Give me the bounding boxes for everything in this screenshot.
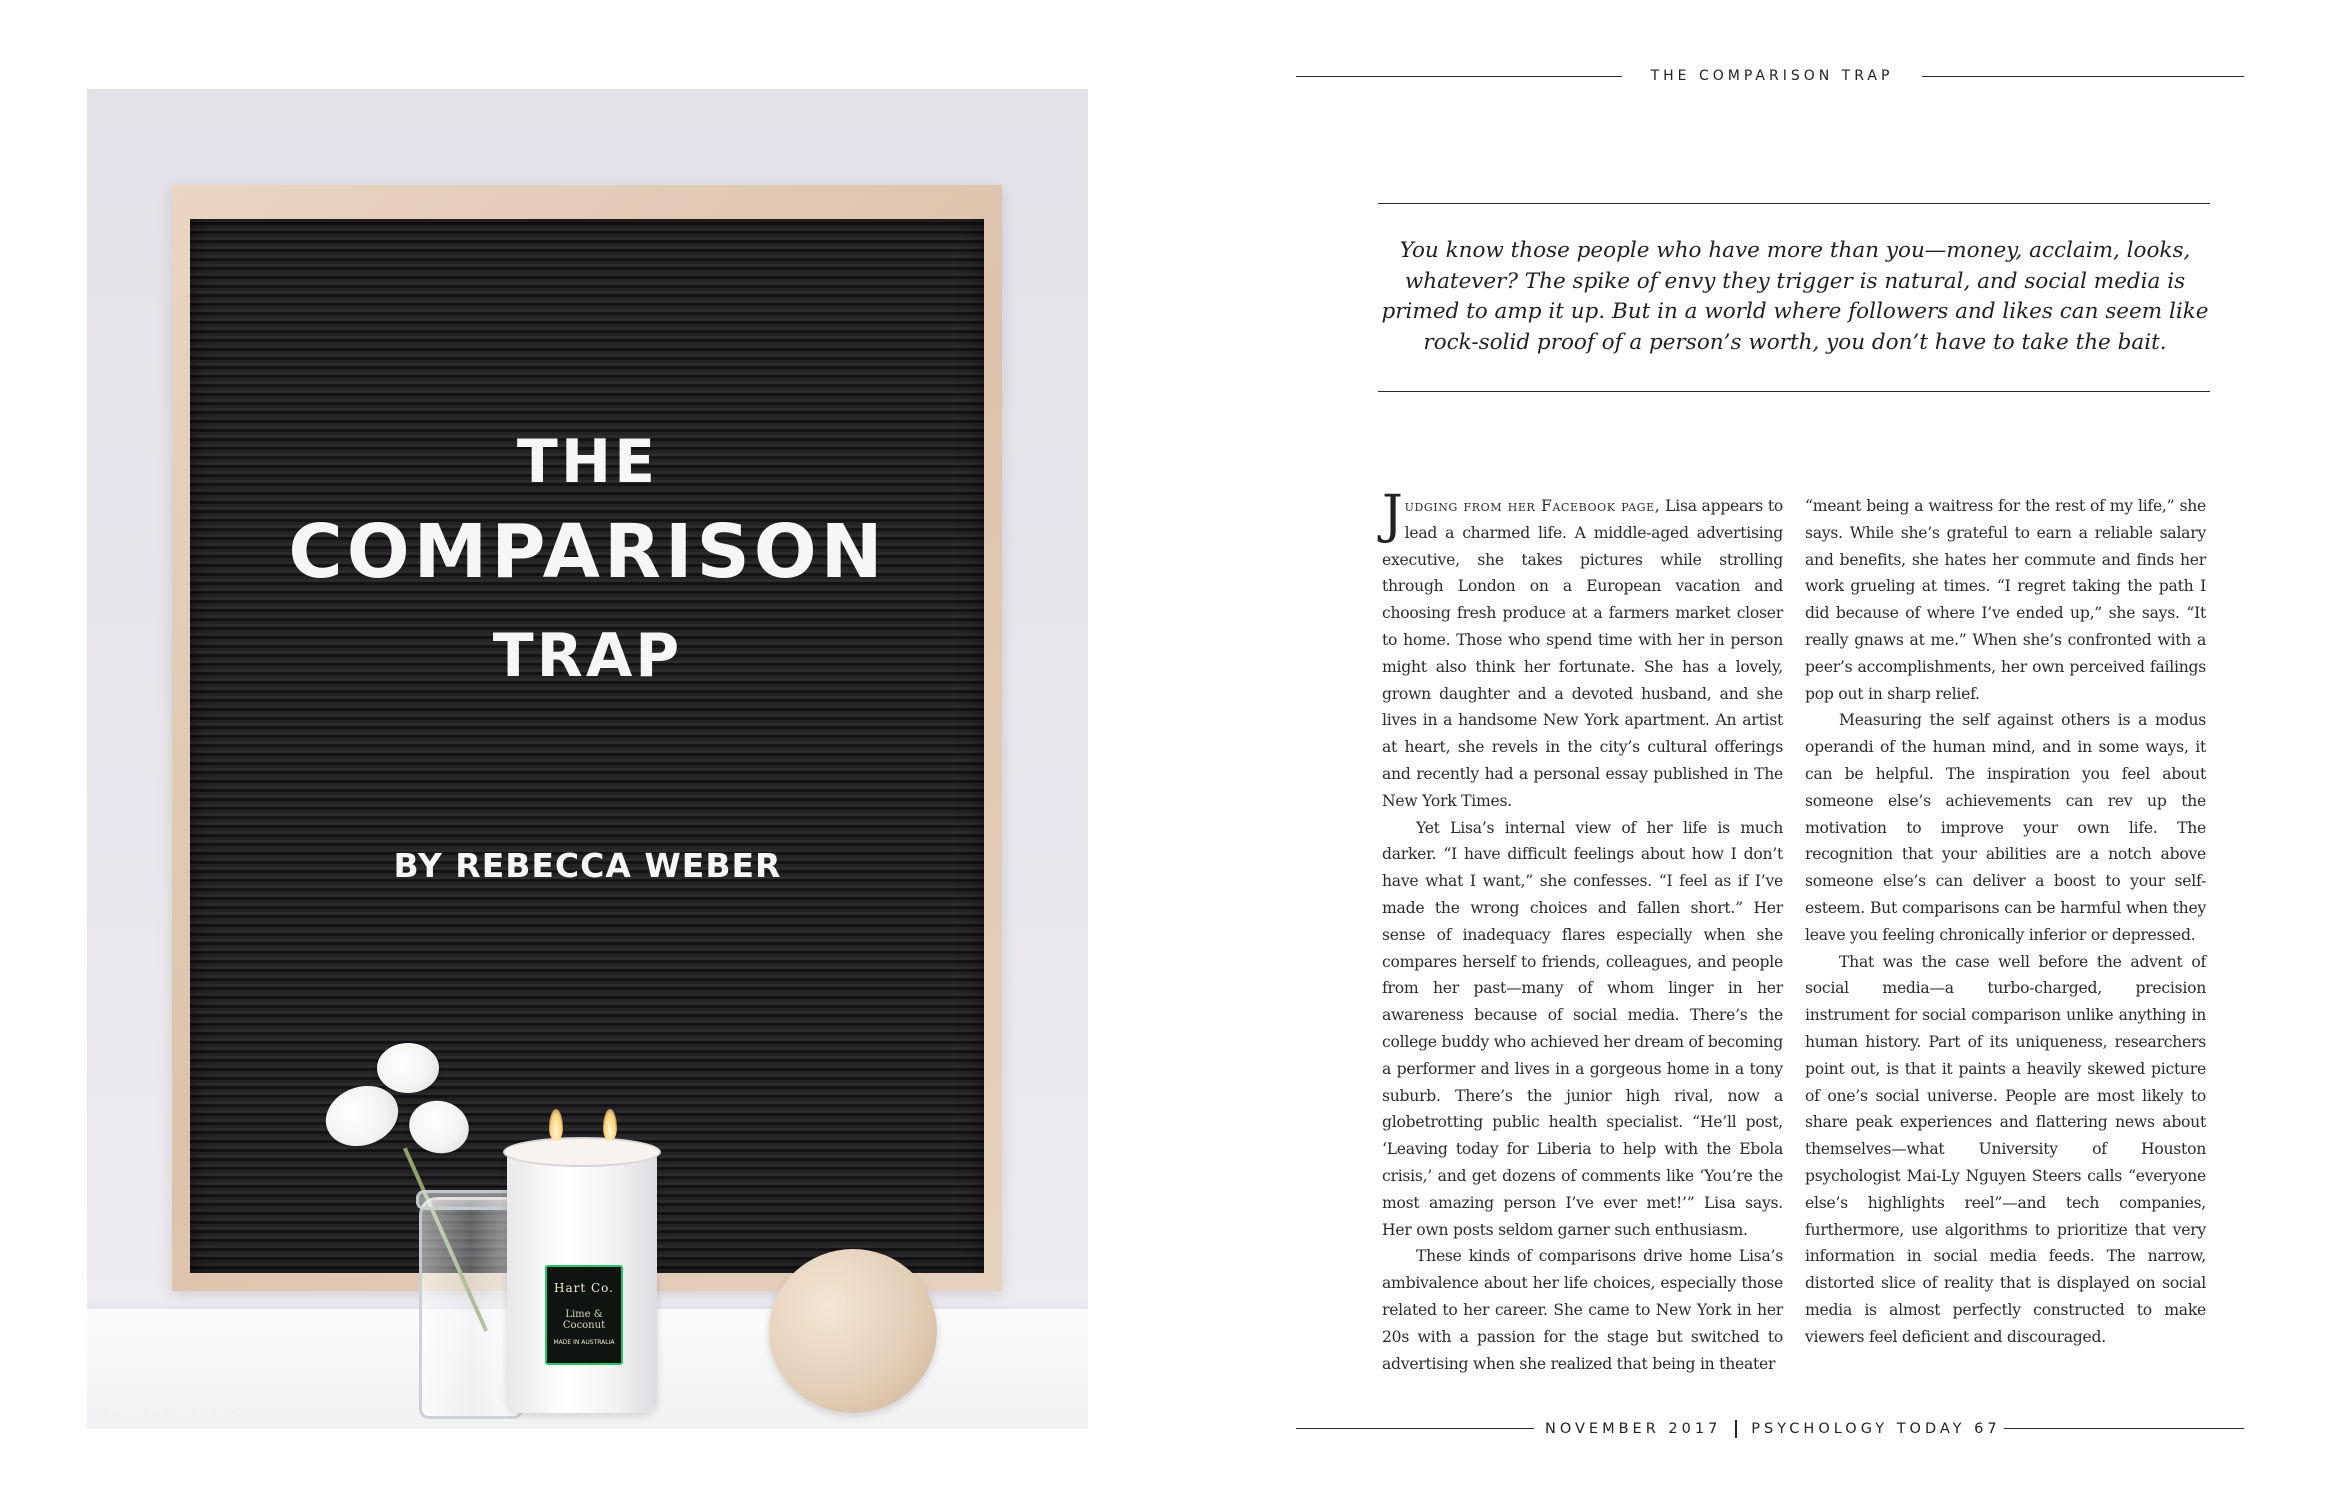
running-head: THE COMPARISON TRAP bbox=[1650, 68, 1894, 84]
header-rule-right bbox=[1922, 76, 2244, 77]
lead-in: udging from her Facebook page, bbox=[1404, 497, 1661, 515]
board-title-trap: TRAP bbox=[492, 621, 683, 691]
article-column-2 bbox=[1805, 493, 2206, 1351]
paragraph: “meant being a waitress for the rest of my life,” she says. While she’s grateful to earn a reliable salary and benefits, she hates her commute and finds her work grueling at times. “I regret taking the path I did because of where I’ve ended up,” she says. “It really gnaws at me.” When she’s confronted with a peer’s accomplishments, her own perceived failings pop out in sharp relief. bbox=[1805, 497, 2206, 703]
letter-board bbox=[190, 219, 984, 1273]
candle-label bbox=[545, 1265, 623, 1365]
article-deck: You know those people who have more than you—money, acclaim, looks, whatever? The spike of envy they trigger is natural, and social media is primed to amp it up. But in a world where followers and likes can seem like rock-solid proof of a person’s worth, you don’t have to take the bait. bbox=[1381, 238, 2209, 355]
folio-page: PSYCHOLOGY TODAY 67 bbox=[1751, 1421, 2001, 1437]
footer-rule-right bbox=[2004, 1428, 2244, 1429]
candle-brand: Hart Co. bbox=[553, 1281, 614, 1295]
deck-rule-top bbox=[1378, 203, 2210, 204]
footer-rule-left bbox=[1296, 1428, 1534, 1429]
folio-issue: NOVEMBER 2017 bbox=[1545, 1421, 1722, 1437]
candle-scent: Lime & Coconut bbox=[562, 1309, 606, 1331]
paragraph: Yet Lisa’s internal view of her life is much darker. “I have difficult feelings about how I don’t have what I want,” she confesses. “I feel as if I’ve made the wrong choices and fallen short.” Her sense of inadequacy flares especially when she compares herself to friends, colleagues, and people from her past—many of whom linger in her awareness because of social media. There’s the college buddy who achieved her dream of becoming a performer and lives in a gorgeous home in a tony suburb. There’s the junior high rival, now a globetrotting public health specialist. “He’ll post, ‘Leaving today for Liberia to help with the Ebola crisis,’ and get dozens of comments like ‘You’re the most amazing person I’ve ever met!’” Lisa says. Her own posts seldom garner such enthusiasm. bbox=[1382, 818, 1783, 1239]
deck-rule-bottom bbox=[1378, 391, 2210, 392]
wooden-ball bbox=[769, 1249, 937, 1413]
folio-divider bbox=[1735, 1420, 1737, 1438]
board-title-comparison: COMPARISON bbox=[288, 509, 887, 595]
header-rule-left bbox=[1296, 76, 1622, 77]
flower-icon bbox=[377, 1043, 439, 1093]
candle-origin: MADE IN AUSTRALIA bbox=[553, 1339, 615, 1346]
folio bbox=[1545, 1420, 2001, 1438]
flame-icon bbox=[603, 1109, 617, 1141]
candle-jar bbox=[507, 1145, 657, 1413]
board-title-the: THE bbox=[516, 427, 659, 497]
photo-credit: Photo by Toa Heftiba bbox=[107, 1404, 246, 1419]
board-byline: BY REBECCA WEBER bbox=[393, 846, 782, 885]
paragraph: Measuring the self against others is a modus operandi of the human mind, and in some ways, it can be helpful. The inspiration you feel about someone else’s achievements can rev up the motivation to improve your own life. The recognition that your abilities are a notch above someone else’s can deliver a boost to your self-esteem. But comparisons can be harmful when they leave you feeling chronically inferior or depressed. bbox=[1805, 711, 2206, 944]
paragraph: That was the case well before the advent of social media—a turbo-charged, precision instrument for social comparison unlike anything in human history. Part of its uniqueness, researchers point out, is that it paints a heavily skewed picture of one’s social universe. People are most likely to share peak experiences and flattering news about themselves—what University of Houston psychologist Mai-Ly Nguyen Steers calls “everyone else’s highlights reel”—and tech companies, furthermore, use algorithms to prioritize that very information in social media feeds. The narrow, distorted slice of reality that is displayed on social media is almost perfectly constructed to make viewers feel deficient and discouraged. bbox=[1805, 952, 2206, 1346]
cover-photo bbox=[87, 89, 1088, 1429]
drop-cap: J bbox=[1382, 485, 1403, 545]
letter-board-frame bbox=[172, 185, 1002, 1291]
paragraph: These kinds of comparisons drive home Lisa’s ambivalence about her life choices, especially those related to her career. She came to New York in her 20s with a passion for the stage but switched to advertising when she realized that being in theater bbox=[1382, 1247, 1783, 1373]
article-column-1 bbox=[1382, 485, 1783, 1377]
paragraph-text: Lisa appears to lead a charmed life. A middle-aged advertising executive, she takes pictures while strolling through London on a European vacation and choosing fresh produce at a farmers market closer to home. Those who spend time with her in person might also think her fortunate. She has a lovely, grown daughter and a devoted husband, and she lives in a handsome New York apartment. An artist at heart, she revels in the city’s cultural offerings and recently had a personal essay published in The New York Times. bbox=[1382, 497, 1783, 810]
flame-icon bbox=[549, 1109, 563, 1141]
paragraph bbox=[1382, 485, 1783, 815]
candle-rim bbox=[503, 1137, 661, 1167]
